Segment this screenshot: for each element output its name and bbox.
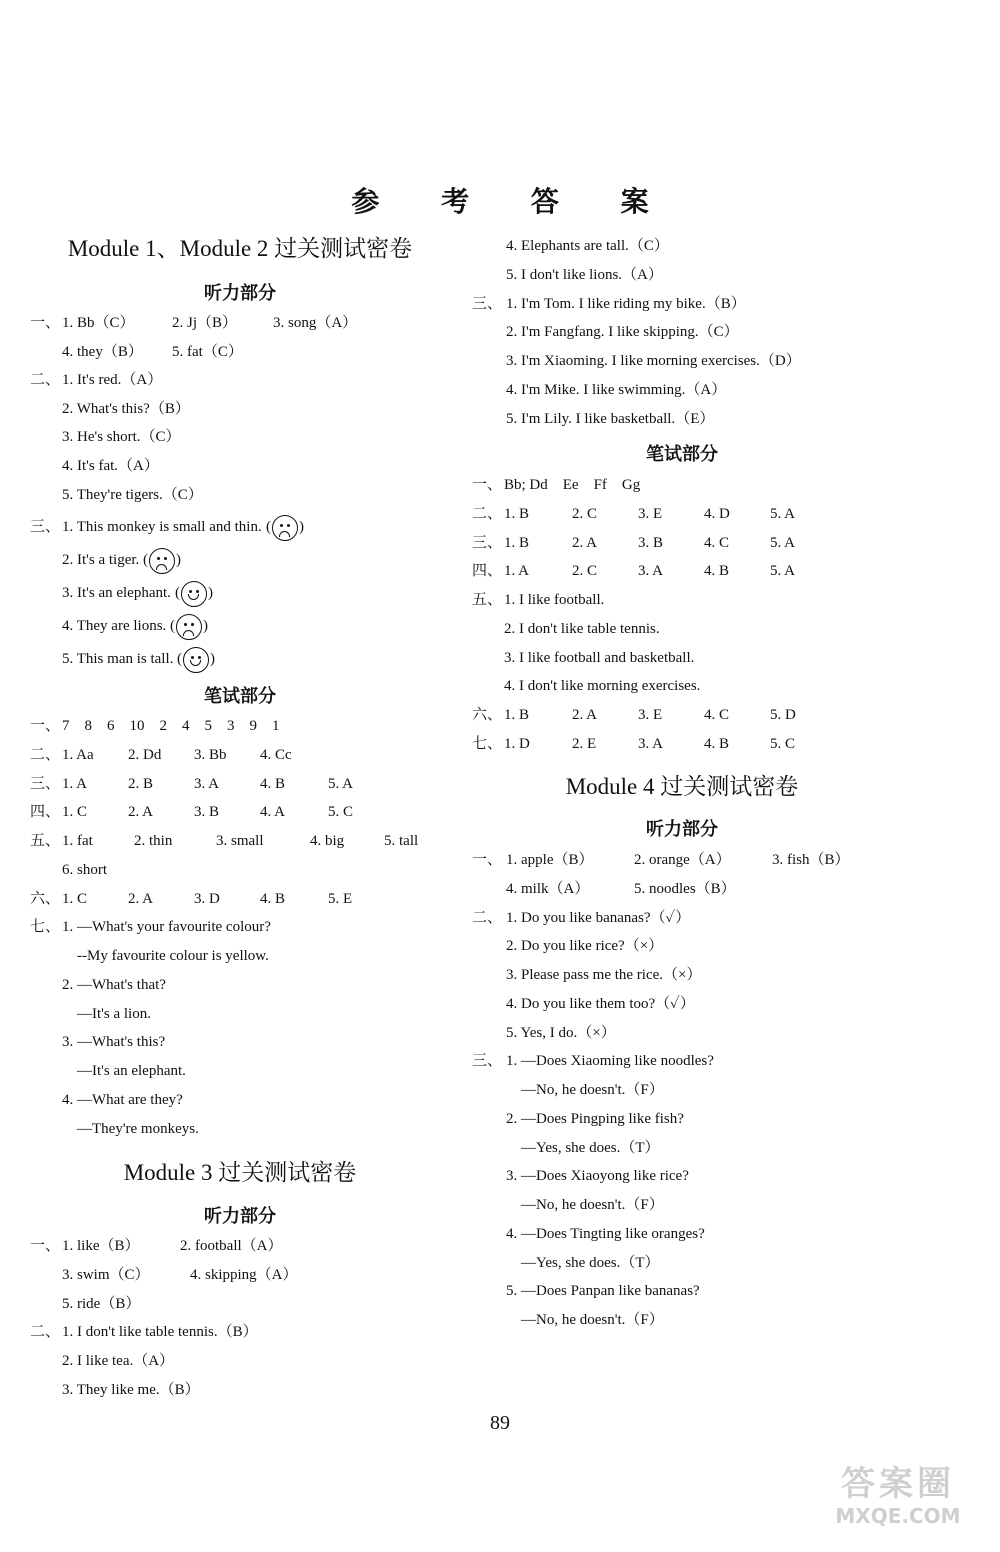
answer-text: 2. A (128, 890, 154, 907)
answer-text: 5. They're tigers.（C） (62, 486, 203, 503)
module-3-title: Module 3 过关测试密卷 (123, 1160, 357, 1185)
answer-text: 1. A (504, 563, 530, 580)
answer-text: 2. A (572, 707, 598, 723)
face-wrap: ( ) (143, 545, 181, 575)
answer-text: 3. A (638, 735, 664, 752)
answer-text: 2. E (572, 735, 597, 752)
answer-text: 4. B (260, 890, 286, 907)
answer-text: 5. E (328, 890, 353, 907)
answer-text: 3. swim（C） (62, 1266, 150, 1283)
item-number: 五、 (472, 592, 503, 608)
answer-text: 5. ride（B） (62, 1295, 141, 1312)
answer-text: 1. It's red.（A） (62, 372, 163, 389)
answer-text: 3. I'm Xiaoming. I like morning exercises.（D） (506, 353, 801, 369)
answer-text: 3. Bb (194, 746, 227, 763)
answer-text: 2. I don't like table tennis. (504, 620, 660, 637)
listening-heading-m4: 听力部分 (646, 819, 718, 840)
answer-text: 4. I don't like morning exercises. (504, 678, 701, 695)
answer-text: 5. noodles（B） (634, 880, 736, 897)
answer-text: 5. A (770, 505, 796, 522)
answer-text: 1. B (504, 505, 530, 522)
answer-text: 3. He's short.（C） (62, 429, 181, 446)
answer-text: 1. Aa (62, 746, 94, 763)
listening-heading-m12: 听力部分 (204, 283, 276, 304)
page-number: 89 (490, 1412, 510, 1434)
answer-text: 1. C (62, 890, 88, 907)
answer-text: 1. —What's your favourite colour? (62, 919, 271, 936)
answer-text: 1. I'm Tom. I like riding my bike.（B） (506, 295, 746, 312)
item-number: 三、 (472, 534, 503, 551)
answer-text: 5. A (770, 534, 796, 551)
answer-text: 4. Elephants are tall.（C） (506, 238, 669, 254)
module-4-title: Module 4 过关测试密卷 (565, 774, 799, 799)
answer-text: 2. A (572, 534, 598, 551)
answer-text: 3. They like me.（B） (62, 1381, 200, 1398)
answer-text: 1. C (62, 804, 88, 821)
answer-text: 4. They are lions. (62, 618, 167, 634)
answer-text: 3. I like football and basketball. (504, 649, 695, 666)
answer-text: 3. B (194, 804, 220, 821)
answer-text: 1. I don't like table tennis.（B） (62, 1324, 258, 1341)
answer-text: —No, he doesn't.（F） (506, 1082, 664, 1098)
sad-face-icon (176, 614, 202, 640)
answer-text: —No, he doesn't.（F） (506, 1312, 664, 1328)
answer-text: 2. C (572, 563, 598, 580)
answer-text: 2. orange（A） (634, 852, 731, 868)
item-number: 六、 (472, 707, 503, 723)
answer-text: —No, he doesn't.（F） (506, 1197, 664, 1213)
sad-face-icon (149, 548, 175, 574)
answer-text: 3. It's an elephant. (62, 585, 171, 601)
answer-text: 2. It's a tiger. (62, 552, 140, 568)
answer-text: 4. D (704, 505, 730, 522)
answer-text: 4. big (310, 833, 345, 849)
answer-text: 5. This man is tall. (62, 651, 174, 667)
page-title: 参 考 答 案 (351, 185, 675, 218)
answer-text: 2. —Does Pingping like fish? (506, 1110, 684, 1127)
answer-text: 3. A (194, 775, 220, 792)
answer-text: 1. I like football. (504, 592, 605, 608)
answer-text: 3. song（A） (273, 315, 358, 331)
answer-text: 2. What's this?（B） (62, 400, 190, 417)
answer-text: 4. skipping（A） (190, 1266, 298, 1283)
answer-text: 4. —What are they? (62, 1091, 183, 1108)
item-number: 一、 (30, 718, 61, 734)
answer-text: 5. —Does Panpan like bananas? (506, 1283, 700, 1300)
answer-text: --My favourite colour is yellow. (62, 948, 269, 964)
answer-text: 4. Cc (260, 746, 292, 763)
answer-text: Bb; Dd Ee Ff Gg (504, 477, 641, 493)
answer-text: —Yes, she does.（T） (506, 1254, 660, 1271)
answer-text: 4. milk（A） (506, 880, 590, 897)
answer-text: 5. Yes, I do.（×） (506, 1024, 616, 1041)
item-number: 一、 (472, 477, 503, 493)
answer-text: 3. D (194, 890, 220, 907)
writing-heading-m12: 笔试部分 (204, 686, 276, 707)
answer-text: 3. small (216, 833, 264, 849)
answer-text: 1. B (504, 707, 530, 723)
item-number: 一、 (30, 1238, 61, 1254)
answer-text: 1. Bb（C） (62, 315, 135, 331)
answer-text: 1. D (504, 735, 530, 752)
answer-text: 3. E (638, 505, 663, 522)
module-1-2-title: Module 1、Module 2 过关测试密卷 (67, 236, 413, 261)
answer-text: 4. B (704, 735, 730, 752)
answer-text: 5. I'm Lily. I like basketball.（E） (506, 410, 715, 427)
answer-text: 1. —Does Xiaoming like noodles? (506, 1053, 714, 1070)
item-number: 二、 (30, 372, 61, 389)
answer-text: 3. Please pass me the rice.（×） (506, 967, 702, 983)
answer-text: —It's a lion. (62, 1005, 151, 1022)
answer-text: 5. tall (384, 833, 419, 849)
answer-text: 5. I don't like lions.（A） (506, 266, 663, 283)
answer-text: 2. C (572, 505, 598, 522)
answer-text: 1. fat (62, 833, 93, 849)
watermark-logo (818, 1464, 978, 1534)
answer-text: 4. B (704, 563, 730, 580)
item-number: 一、 (30, 315, 61, 331)
answer-text: 3. B (638, 534, 664, 551)
answer-text: 3. E (638, 707, 663, 723)
answer-text: 4. It's fat.（A） (62, 458, 159, 474)
answer-text: 5. C (770, 735, 796, 752)
face-wrap: ( ) (175, 578, 213, 608)
answer-text: 3. —What's this? (62, 1034, 166, 1051)
answer-text: 2. B (128, 775, 154, 792)
item-number: 四、 (472, 563, 503, 580)
listening-heading-m3: 听力部分 (204, 1206, 276, 1227)
answer-text: 4. they（B） (62, 343, 143, 360)
answer-text: 3. —Does Xiaoyong like rice? (506, 1168, 689, 1185)
item-number: 二、 (30, 1324, 61, 1341)
item-number: 二、 (472, 909, 503, 926)
answer-text: 5. fat（C） (172, 343, 243, 360)
answer-text: —They're monkeys. (62, 1120, 199, 1137)
answer-text: 7 8 6 10 2 4 5 3 9 1 (62, 718, 280, 734)
item-number: 三、 (30, 775, 61, 792)
watermark-top: 答案圈 (841, 1464, 955, 1504)
answer-text: 6. short (62, 861, 107, 878)
answer-text: 4. C (704, 534, 730, 551)
answer-text: 2. A (128, 804, 154, 821)
answer-text: 3. fish（B） (772, 852, 850, 868)
item-number: 二、 (472, 505, 503, 522)
answer-text: 3. A (638, 563, 664, 580)
smiley-face-icon (183, 647, 209, 673)
answer-text: 2. —What's that? (62, 976, 166, 993)
answer-text: 2. I'm Fangfang. I like skipping.（C） (506, 324, 739, 341)
item-number: 七、 (472, 735, 503, 752)
answer-text: 2. Jj（B） (172, 315, 238, 331)
item-number: 六、 (30, 890, 61, 907)
answer-text: 1. A (62, 775, 88, 792)
module-1-2-heading (30, 234, 450, 264)
item-number: 五、 (30, 833, 61, 849)
face-wrap: ( ) (177, 644, 215, 674)
answer-text: 2. Dd (128, 746, 162, 763)
answer-text: 2. football（A） (180, 1238, 283, 1254)
answer-text: 1. B (504, 534, 530, 551)
item-number: 一、 (472, 852, 503, 868)
smiley-face-icon (181, 581, 207, 607)
item-number: 三、 (472, 1053, 503, 1070)
answer-text: —Yes, she does.（T） (506, 1139, 660, 1156)
answer-text: 1. Do you like bananas?（✓） (506, 909, 691, 926)
answer-text: 5. D (770, 707, 796, 723)
answer-text: 1. This monkey is small and thin. (62, 519, 262, 535)
answer-text: 5. A (328, 775, 354, 792)
module-3-heading (30, 1158, 450, 1188)
item-number: 四、 (30, 804, 61, 821)
answer-text: 5. A (770, 563, 796, 580)
answer-text: —It's an elephant. (62, 1063, 186, 1079)
answer-text: 4. —Does Tingting like oranges? (506, 1225, 705, 1242)
item-number: 二、 (30, 746, 61, 763)
face-wrap: ( ) (170, 611, 208, 641)
answer-text: 5. C (328, 804, 354, 821)
answer-text: 4. Do you like them too?（✓） (506, 995, 695, 1012)
face-wrap: ( ) (266, 512, 304, 542)
writing-heading-m3: 笔试部分 (646, 444, 718, 465)
item-number: 三、 (472, 295, 503, 312)
item-number: 三、 (30, 519, 61, 535)
answer-text: 2. thin (134, 833, 173, 849)
sad-face-icon (272, 515, 298, 541)
answer-text: 1. like（B） (62, 1238, 140, 1254)
answer-text: 2. Do you like rice?（×） (506, 938, 664, 955)
answer-text: 2. I like tea.（A） (62, 1353, 175, 1369)
item-number: 七、 (30, 919, 61, 936)
watermark-bottom: MXQE.COM (835, 1504, 961, 1528)
answer-text: 4. B (260, 775, 286, 792)
answer-text: 4. I'm Mike. I like swimming.（A） (506, 381, 727, 398)
answer-text: 4. C (704, 707, 730, 723)
answer-text: 1. apple（B） (506, 852, 594, 868)
answer-text: 4. A (260, 804, 286, 821)
module-4-heading (472, 772, 892, 802)
